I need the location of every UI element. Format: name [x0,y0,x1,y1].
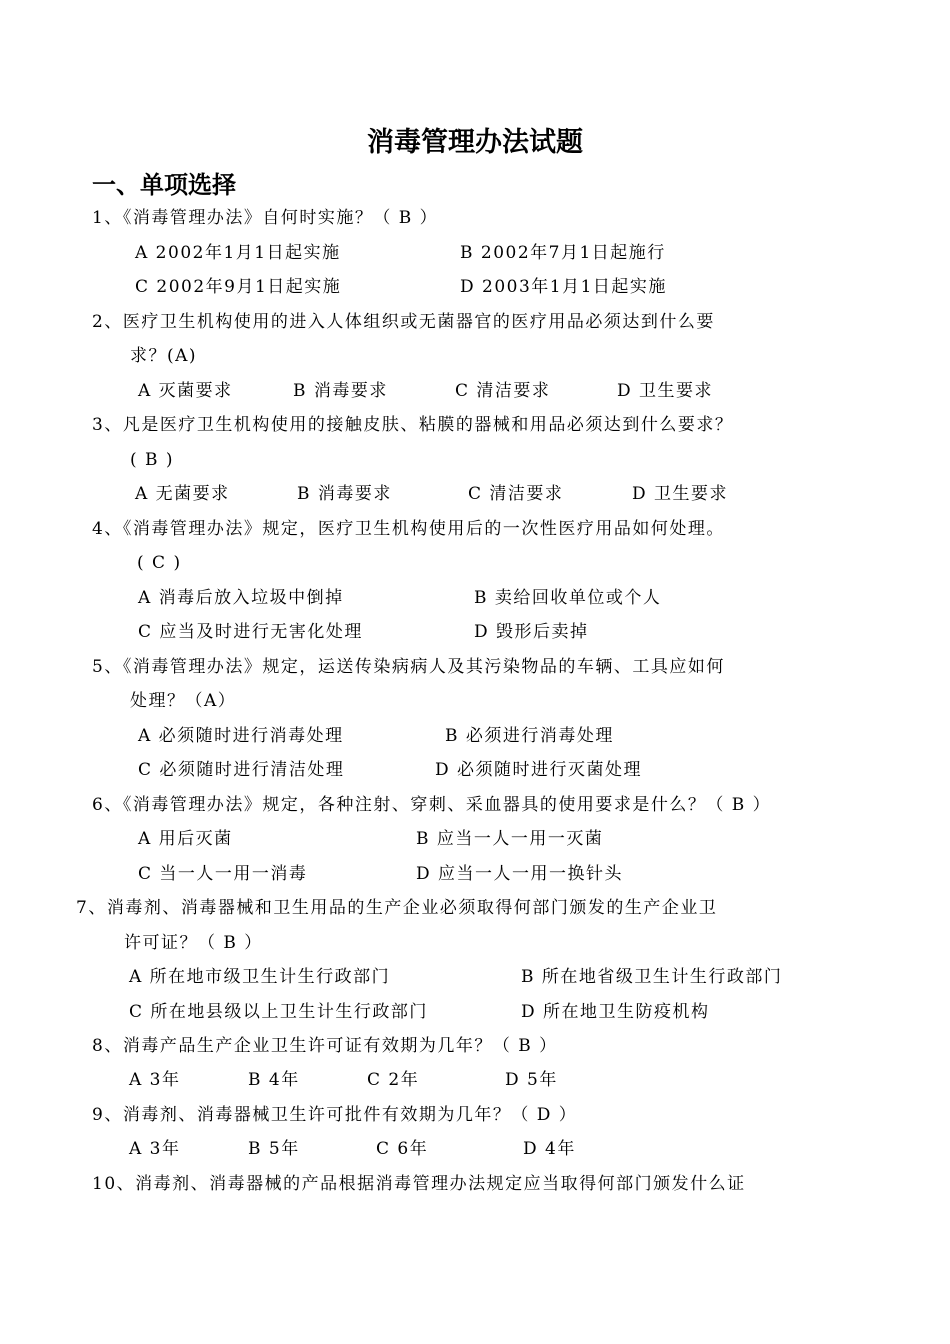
option: D 2003年1月1日起实施 [460,277,667,297]
question-stem-continued: 求？(A) [130,346,198,366]
option: B 消毒要求 [293,381,388,401]
option: A 2002年1月1日起实施 [135,243,341,263]
option: B 5年 [248,1139,300,1159]
option: C 所在地县级以上卫生计生行政部门 [129,1002,428,1022]
option: C 2年 [367,1070,420,1090]
question-stem: 2、医疗卫生机构使用的进入人体组织或无菌器官的医疗用品必须达到什么要 [92,312,715,332]
option: C 6年 [376,1139,429,1159]
option: C 当一人一用一消毒 [138,864,308,884]
page-title: 消毒管理办法试题 [367,127,583,158]
option: A 所在地市级卫生计生行政部门 [129,967,391,987]
option: A 灭菌要求 [138,381,233,401]
option: A 用后灭菌 [138,829,233,849]
option: C 应当及时进行无害化处理 [138,622,363,642]
option: A 3年 [129,1070,181,1090]
option: B 2002年7月1日起施行 [460,243,666,263]
option: D 4年 [523,1139,576,1159]
option: D 卫生要求 [617,381,714,401]
question-stem-continued: 处理？（A） [130,691,237,711]
option: B 卖给回收单位或个人 [474,588,662,608]
question-stem: 9、消毒剂、消毒器械卫生许可批件有效期为几年？（ D ） [92,1105,578,1125]
question-stem-continued: ( B ) [130,450,175,470]
option: C 清洁要求 [455,381,551,401]
option: A 必须随时进行消毒处理 [138,726,344,746]
option: D 必须随时进行灭菌处理 [435,760,643,780]
option: B 所在地省级卫生计生行政部门 [521,967,783,987]
question-stem: 4、《消毒管理办法》规定，医疗卫生机构使用后的一次性医疗用品如何处理。 [92,519,725,539]
option: D 卫生要求 [632,484,729,504]
option: B 4年 [248,1070,300,1090]
option: C 2002年9月1日起实施 [135,277,342,297]
question-stem: 7、消毒剂、消毒器械和卫生用品的生产企业必须取得何部门颁发的生产企业卫 [76,898,718,918]
question-stem-continued: ( C ) [137,553,182,573]
option: C 清洁要求 [468,484,564,504]
option: A 无菌要求 [135,484,230,504]
option: B 必须进行消毒处理 [445,726,614,746]
question-stem: 1、《消毒管理办法》自何时实施？（ B ） [92,208,439,228]
option: D 5年 [505,1070,558,1090]
question-stem: 3、凡是医疗卫生机构使用的接触皮肤、粘膜的器械和用品必须达到什么要求？ [92,415,734,435]
question-stem: 6、《消毒管理办法》规定，各种注射、穿刺、采血器具的使用要求是什么？（ B ） [92,795,772,815]
option: C 必须随时进行清洁处理 [138,760,345,780]
option: A 消毒后放入垃圾中倒掉 [138,588,344,608]
option: D 所在地卫生防疫机构 [521,1002,710,1022]
option: D 毁形后卖掉 [474,622,589,642]
question-stem: 8、消毒产品生产企业卫生许可证有效期为几年？（ B ） [92,1036,558,1056]
option: A 3年 [129,1139,181,1159]
question-stem-continued: 许可证？（ B ） [124,933,263,953]
section-heading: 一、单项选择 [92,171,236,199]
question-stem: 10、消毒剂、消毒器械的产品根据消毒管理办法规定应当取得何部门颁发什么证 [92,1174,746,1194]
option: B 应当一人一用一灭菌 [416,829,604,849]
option: B 消毒要求 [297,484,392,504]
option: D 应当一人一用一换针头 [416,864,624,884]
question-stem: 5、《消毒管理办法》规定，运送传染病病人及其污染物品的车辆、工具应如何 [92,657,725,677]
